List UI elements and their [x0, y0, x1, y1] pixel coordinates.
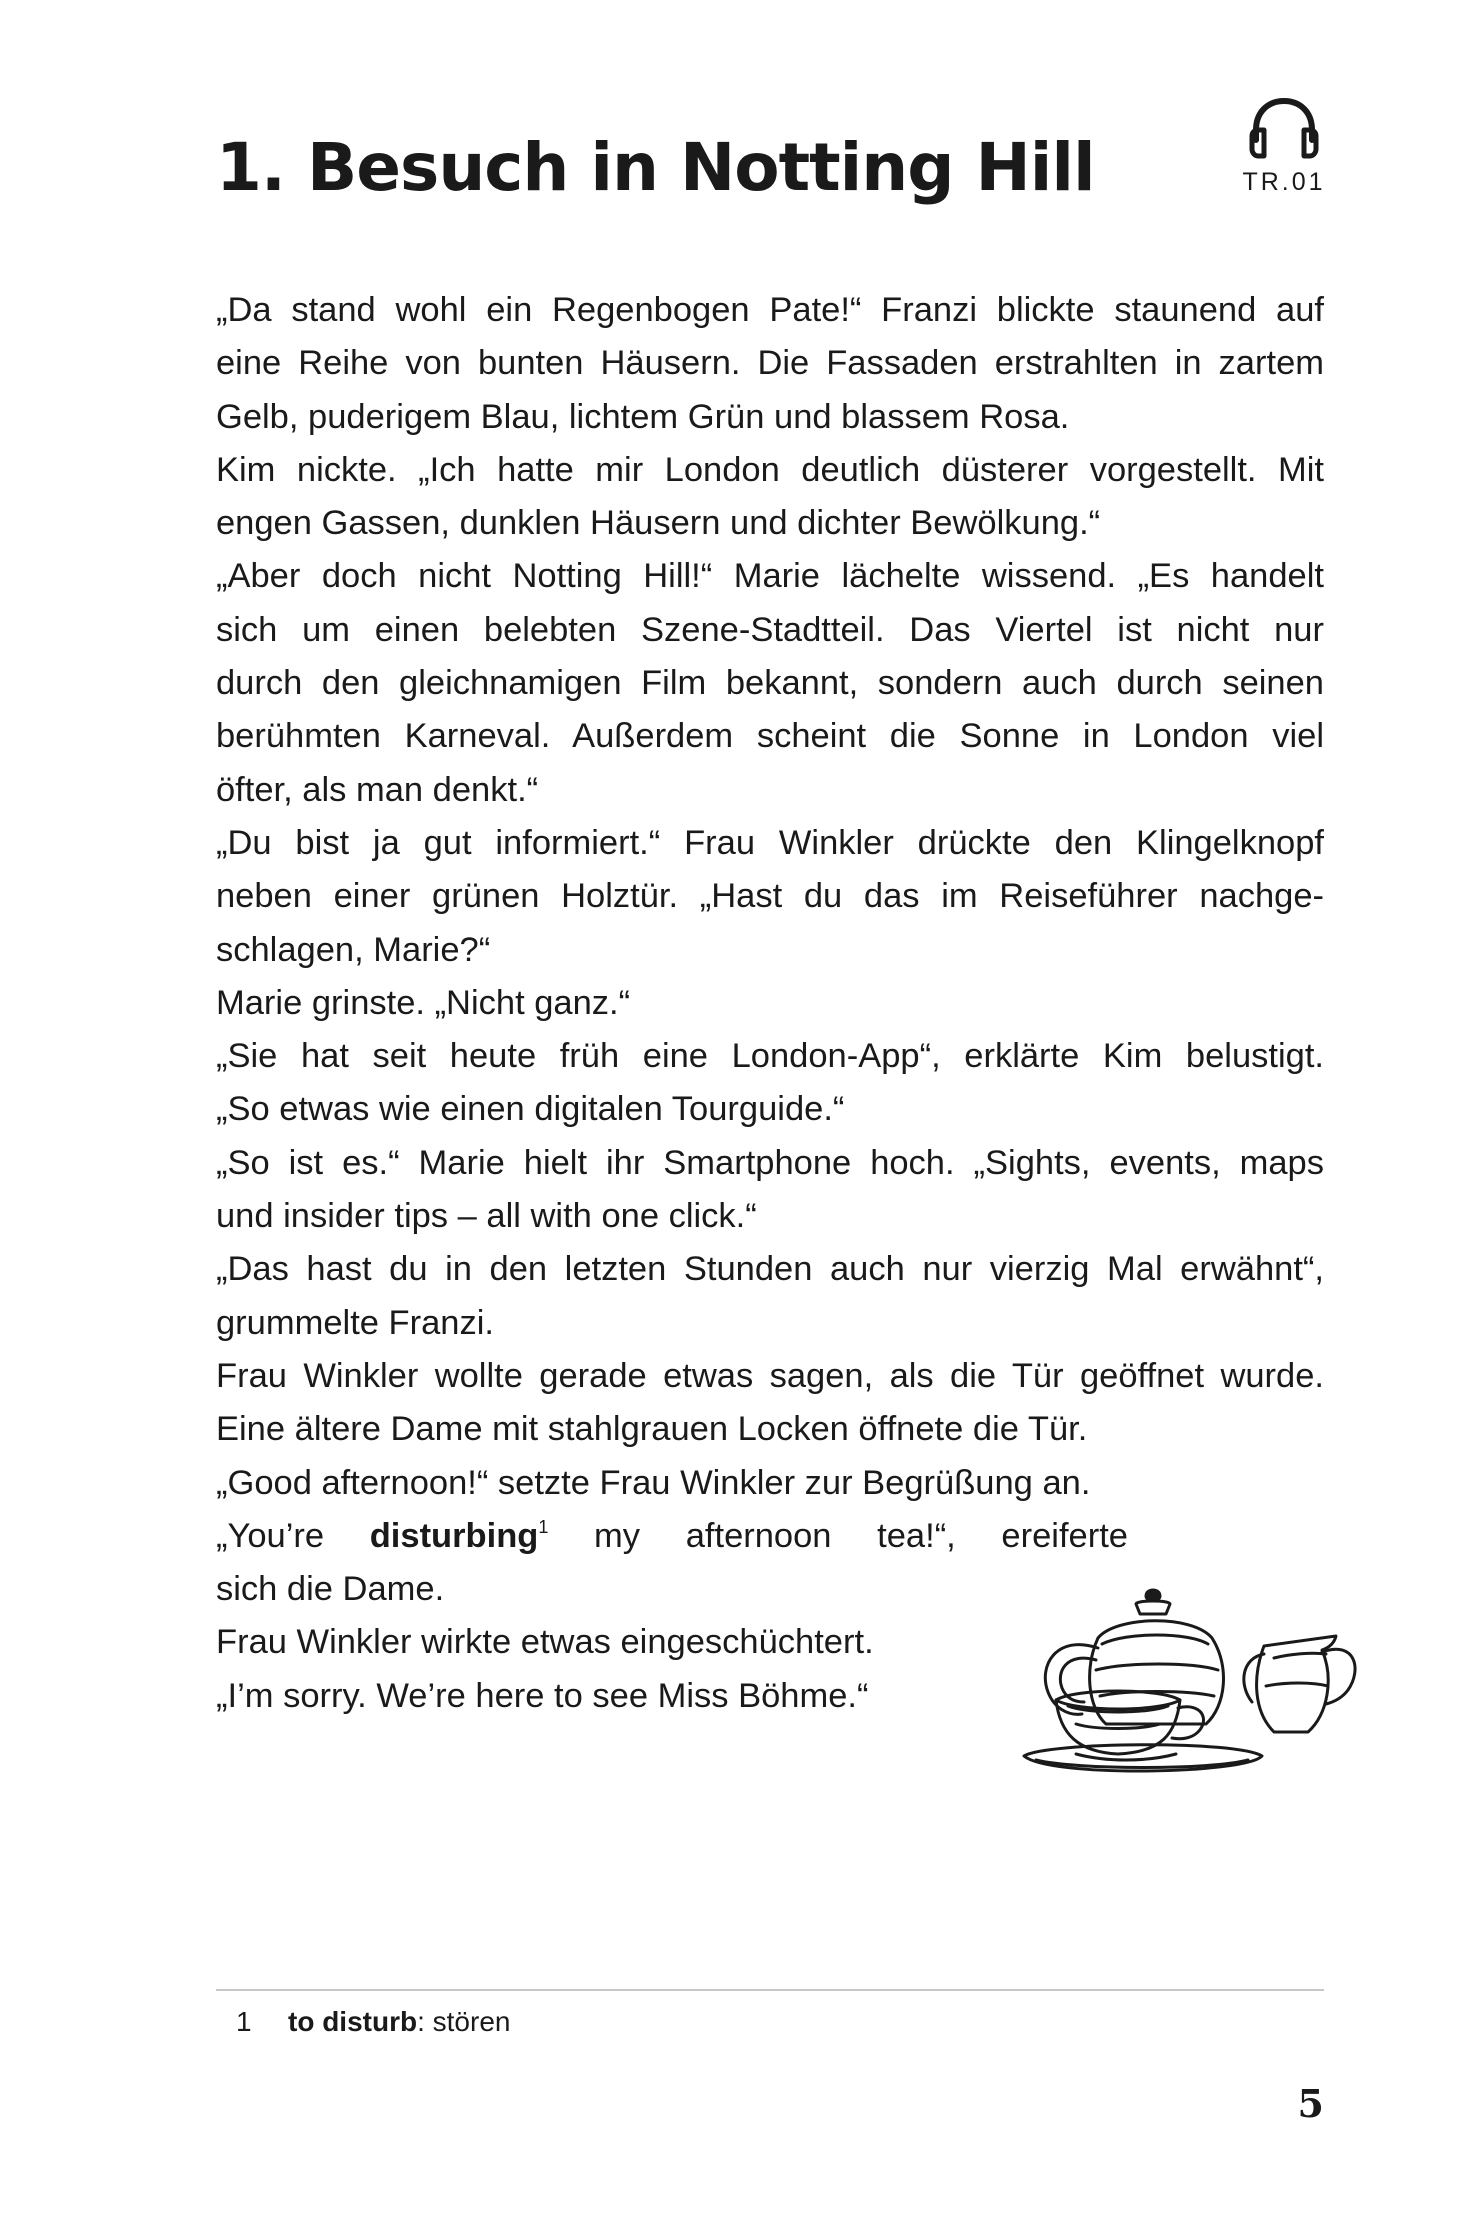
text-line: Marie grinste. „Nicht ganz.“ [216, 983, 631, 1022]
footnote-divider [216, 1989, 1324, 1991]
text-fragment: „You’re [216, 1516, 370, 1555]
headphones-icon [1246, 96, 1322, 160]
footnote-colon: : [417, 2006, 425, 2037]
text-line: eine Reihe von bunten Häusern. Die Fassaden erstrahlten in zartem [216, 344, 1324, 383]
text-line: „Aber doch nicht Notting Hill!“ Marie lächelte wissend. „Es handelt [216, 557, 1324, 596]
text-line: „So ist es.“ Marie hielt ihr Smartphone hoch. „Sights, events, maps [216, 1143, 1324, 1182]
teapot-icon [1016, 1574, 1368, 1782]
text-line-with-vocab [216, 1510, 1128, 1563]
text-line: engen Gassen, dunklen Häusern und dichter Bewölkung.“ [216, 504, 1101, 543]
text-line: öfter, als man denkt.“ [216, 770, 539, 809]
footnote-term: to disturb [288, 2006, 418, 2037]
audio-track-badge[interactable] [1236, 96, 1332, 206]
chapter-title: 1. Besuch in Notting Hill [216, 129, 1095, 206]
story-text [216, 284, 1324, 1723]
page-number: 5 [1297, 2081, 1324, 2126]
text-line: Frau Winkler wollte gerade etwas sagen, als die Tür geöffnet wurde. [216, 1356, 1324, 1395]
text-line: grummelte Franzi. [216, 1303, 494, 1342]
text-line: „Good afternoon!“ setzte Frau Winkler zur Begrüßung an. [216, 1463, 1091, 1502]
text-line: durch den gleichnamigen Film bekannt, sondern auch durch seinen [216, 664, 1324, 703]
text-line: neben einer grünen Holztür. „Hast du das im Reiseführer nachge- [216, 877, 1324, 916]
text-line: „Da stand wohl ein Regenbogen Pate!“ Franzi blickte staunend auf [216, 291, 1324, 329]
footnote [236, 2004, 510, 2040]
text-fragment: my afternoon tea!“, ereiferte [548, 1516, 1128, 1555]
text-line: „I’m sorry. We’re here to see Miss Böhme.“ [216, 1676, 869, 1715]
text-line: „Du bist ja gut informiert.“ Frau Winkler drückte den Klingelknopf [216, 823, 1324, 862]
text-line: sich die Dame. [216, 1570, 445, 1609]
track-label: TR.01 [1242, 168, 1326, 196]
vocab-word[interactable]: disturbing [369, 1516, 539, 1555]
text-line: „Sie hat seit heute früh eine London-App“, erklärte Kim belustigt. [216, 1037, 1324, 1076]
footnote-translation: stören [424, 2006, 511, 2037]
text-line: „Das hast du in den letzten Stunden auch nur vierzig Mal erwähnt“, [216, 1250, 1324, 1289]
footnote-reference[interactable]: 1 [538, 1516, 549, 1537]
text-line: Eine ältere Dame mit stahlgrauen Locken öffnete die Tür. [216, 1410, 1088, 1449]
text-line: Gelb, puderigem Blau, lichtem Grün und blassem Rosa. [216, 397, 1070, 436]
text-line: „So etwas wie einen digitalen Tourguide.“ [216, 1090, 845, 1129]
footnote-number: 1 [236, 2006, 252, 2037]
text-line: Frau Winkler wirkte etwas eingeschüchtert. [216, 1623, 874, 1662]
text-line: schlagen, Marie?“ [216, 930, 491, 969]
text-line: und insider tips – all with one click.“ [216, 1197, 757, 1236]
text-line: Kim nickte. „Ich hatte mir London deutlich düsterer vorgestellt. Mit [216, 450, 1324, 489]
text-line: berühmten Karneval. Außerdem scheint die Sonne in London viel [216, 717, 1324, 756]
text-line: sich um einen belebten Szene-Stadtteil. Das Viertel ist nicht nur [216, 610, 1324, 649]
